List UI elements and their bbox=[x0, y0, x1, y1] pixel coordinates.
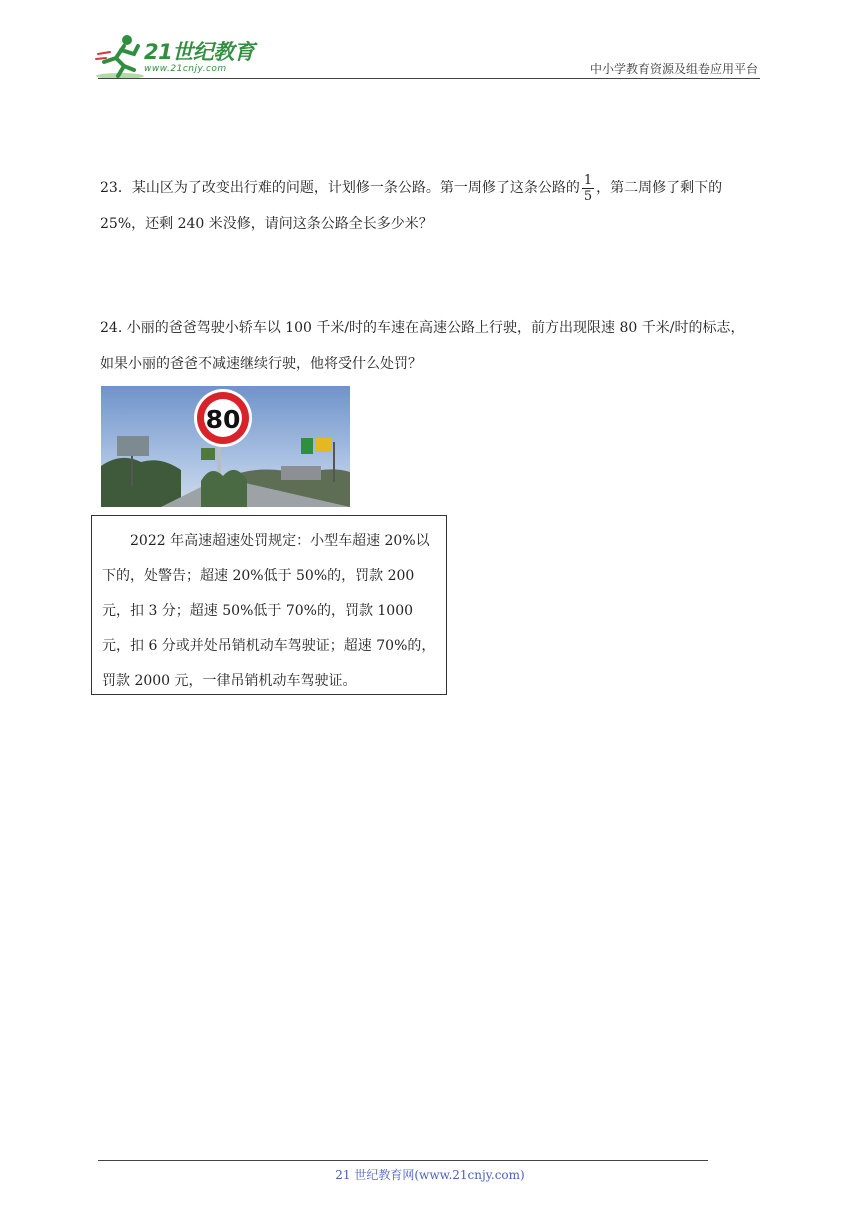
question-23 bbox=[100, 170, 770, 242]
logo-text: 21世纪教育 bbox=[144, 40, 255, 64]
question-23-line-2: 25%，还剩 240 米没修，请问这条公路全长多少米？ bbox=[100, 216, 433, 232]
question-24 bbox=[100, 310, 770, 382]
fraction-denominator: 5 bbox=[583, 188, 593, 204]
highway-scene-image bbox=[101, 386, 350, 507]
header-divider bbox=[98, 78, 760, 79]
logo-url: www.21cnjy.com bbox=[144, 64, 227, 74]
platform-title: 中小学教育资源及组卷应用平台 bbox=[589, 62, 758, 76]
question-23-text-b: ，第二周修了剩下的 bbox=[596, 180, 723, 196]
fraction-numerator: 1 bbox=[583, 172, 593, 188]
page-header bbox=[0, 0, 860, 90]
question-24-line-1: 24. 小丽的爸爸驾驶小轿车以 100 千米/时的车速在高速公路上行驶，前方出现限速 80 千米/时的标志， bbox=[100, 320, 745, 336]
penalty-rules-box bbox=[91, 515, 447, 695]
footer-divider bbox=[98, 1160, 708, 1161]
speed-limit-sign-value: 80 bbox=[205, 405, 241, 434]
question-23-text-a: 23．某山区为了改变出行难的问题，计划修一条公路。第一周修了这条公路的 bbox=[100, 180, 580, 196]
penalty-rules-text: 2022 年高速超速处罚规定：小型车超速 20%以下的，处警告；超速 20%低于 50%的，罚款 200 元，扣 3 分；超速 50%低于 70%的，罚款 1000 元，扣 6 分或并处吊销机动车驾驶证；超速 70%的，罚款 2000 元，一律吊销机动车驾驶证。 bbox=[102, 533, 436, 689]
question-23-line-1 bbox=[100, 170, 770, 206]
question-24-line-2: 如果小丽的爸爸不减速继续行驶，他将受什么处罚？ bbox=[100, 356, 422, 372]
speed-limit-photo bbox=[101, 386, 350, 507]
footer-link[interactable]: 21 世纪教育网(www.21cnjy.com) bbox=[335, 1168, 525, 1182]
fraction-one-fifth bbox=[582, 173, 594, 204]
